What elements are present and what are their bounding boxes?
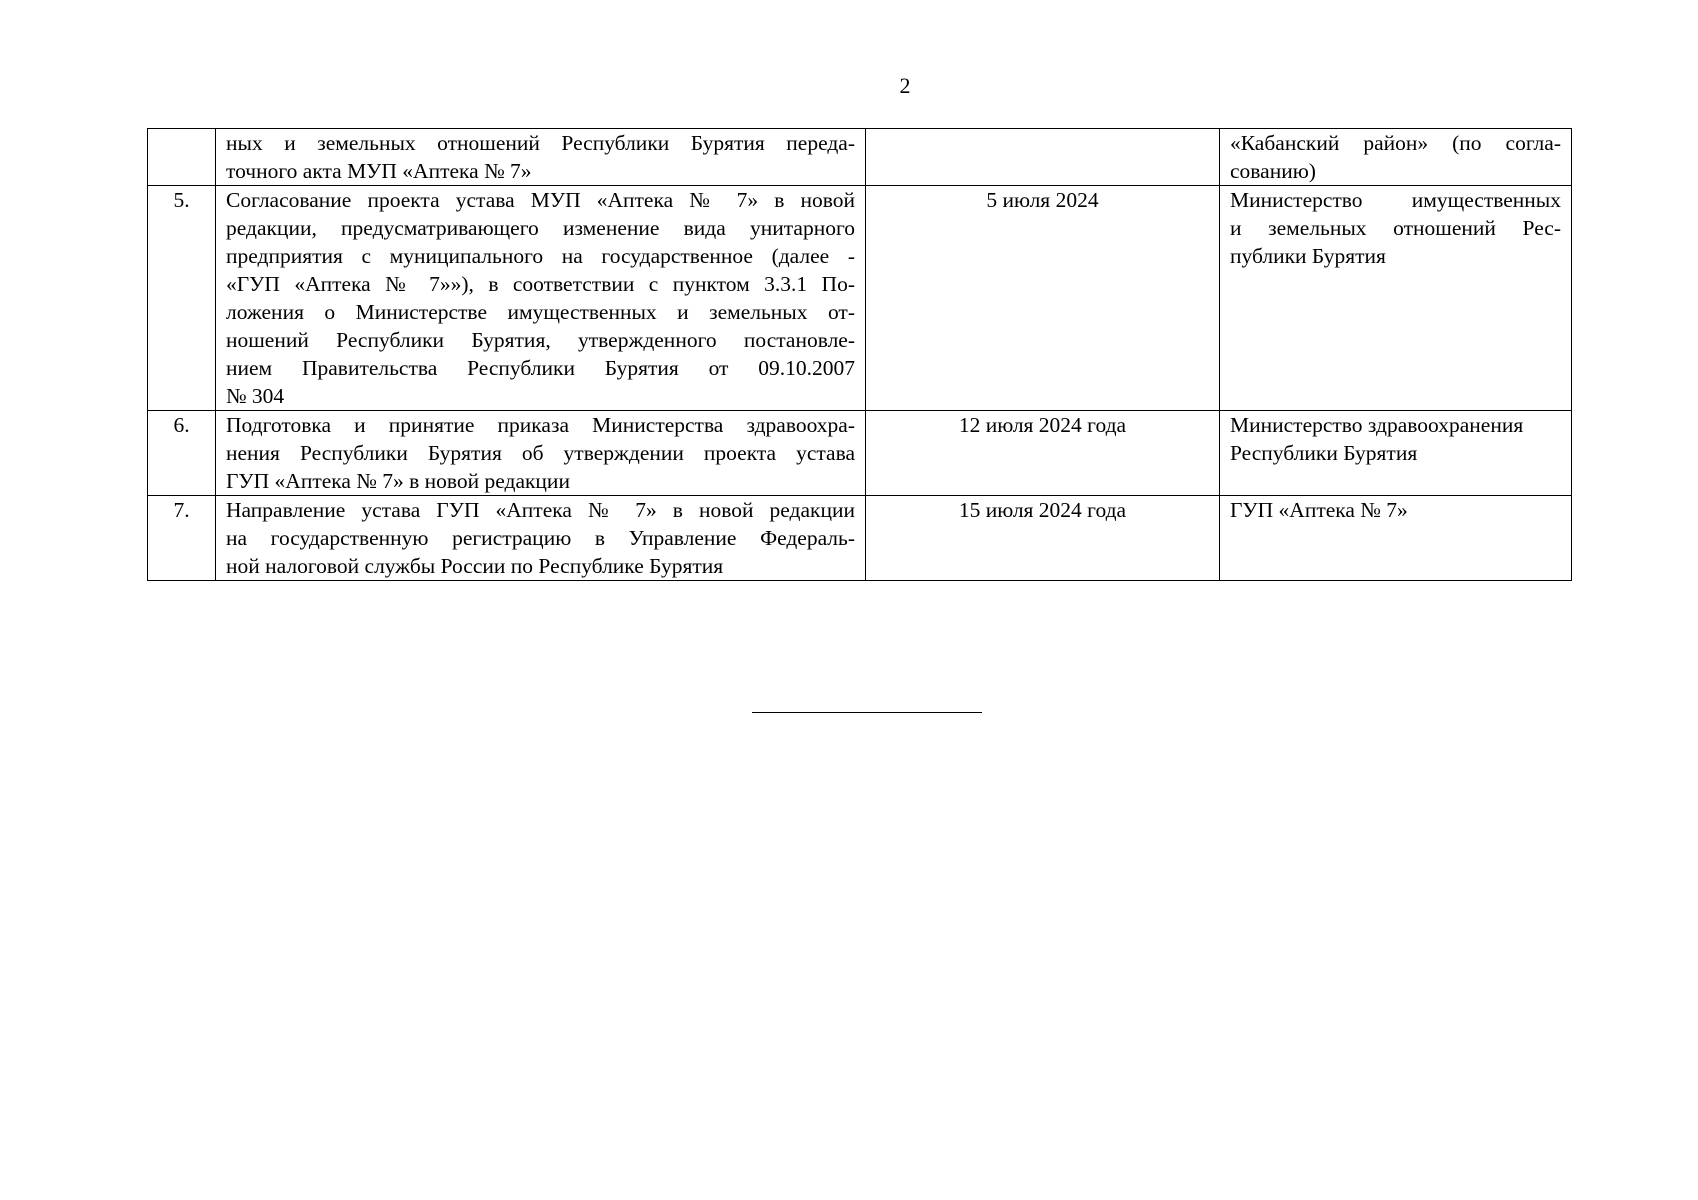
responsible-line: Министерство здравоохранения <box>1230 413 1524 437</box>
responsible-line: Министерство имущественных <box>1230 188 1561 212</box>
task-line: «ГУП «Аптека № 7»»), в соответствии с пунктом 3.3.1 По- <box>226 272 855 296</box>
row-number: 5. <box>148 186 216 411</box>
deadline-cell: 12 июля 2024 года <box>866 411 1220 496</box>
task-line: Согласование проекта устава МУП «Аптека № 7» в новой <box>226 188 855 212</box>
task-cell <box>216 186 866 411</box>
task-line: нения Республики Бурятия об утверждении проекта устава <box>226 441 855 465</box>
responsible-line: Республики Бурятия <box>1230 441 1418 465</box>
deadline-cell <box>866 129 1220 186</box>
task-cell <box>216 129 866 186</box>
end-of-document-rule <box>752 712 982 713</box>
responsible-line: публики Бурятия <box>1230 244 1386 268</box>
task-line: Направление устава ГУП «Аптека № 7» в новой редакции <box>226 498 855 522</box>
responsible-cell <box>1220 411 1572 496</box>
table-row <box>148 411 1572 496</box>
task-line: ношений Республики Бурятия, утвержденного постановле- <box>226 328 855 352</box>
row-number <box>148 129 216 186</box>
task-line: Подготовка и принятие приказа Министерства здравоохра- <box>226 413 855 437</box>
task-line: ных и земельных отношений Республики Бурятия переда- <box>226 131 855 155</box>
task-cell <box>216 496 866 581</box>
row-number: 7. <box>148 496 216 581</box>
row-number: 6. <box>148 411 216 496</box>
table-row <box>148 129 1572 186</box>
responsible-line: сованию) <box>1230 159 1316 183</box>
task-line: ГУП «Аптека № 7» в новой редакции <box>226 469 570 493</box>
task-line: предприятия с муниципального на государственное (далее - <box>226 244 855 268</box>
table-row <box>148 186 1572 411</box>
task-line: нием Правительства Республики Бурятия от 09.10.2007 <box>226 356 855 380</box>
responsible-line: ГУП «Аптека № 7» <box>1230 498 1408 522</box>
deadline-cell: 15 июля 2024 года <box>866 496 1220 581</box>
responsible-line: и земельных отношений Рес- <box>1230 216 1561 240</box>
responsible-cell <box>1220 129 1572 186</box>
responsible-cell <box>1220 186 1572 411</box>
task-line: точного акта МУП «Аптека № 7» <box>226 159 532 183</box>
responsible-line: «Кабанский район» (по согла- <box>1230 131 1561 155</box>
task-line: № 304 <box>226 384 285 408</box>
task-line: редакции, предусматривающего изменение вида унитарного <box>226 216 855 240</box>
page-number: 2 <box>899 73 911 98</box>
task-line: на государственную регистрацию в Управление Федераль- <box>226 526 855 550</box>
task-line: ложения о Министерстве имущественных и земельных от- <box>226 300 855 324</box>
deadline-cell: 5 июля 2024 <box>866 186 1220 411</box>
action-plan-table <box>147 128 1572 581</box>
responsible-cell <box>1220 496 1572 581</box>
task-cell <box>216 411 866 496</box>
task-line: ной налоговой службы России по Республике Бурятия <box>226 554 724 578</box>
table-row <box>148 496 1572 581</box>
